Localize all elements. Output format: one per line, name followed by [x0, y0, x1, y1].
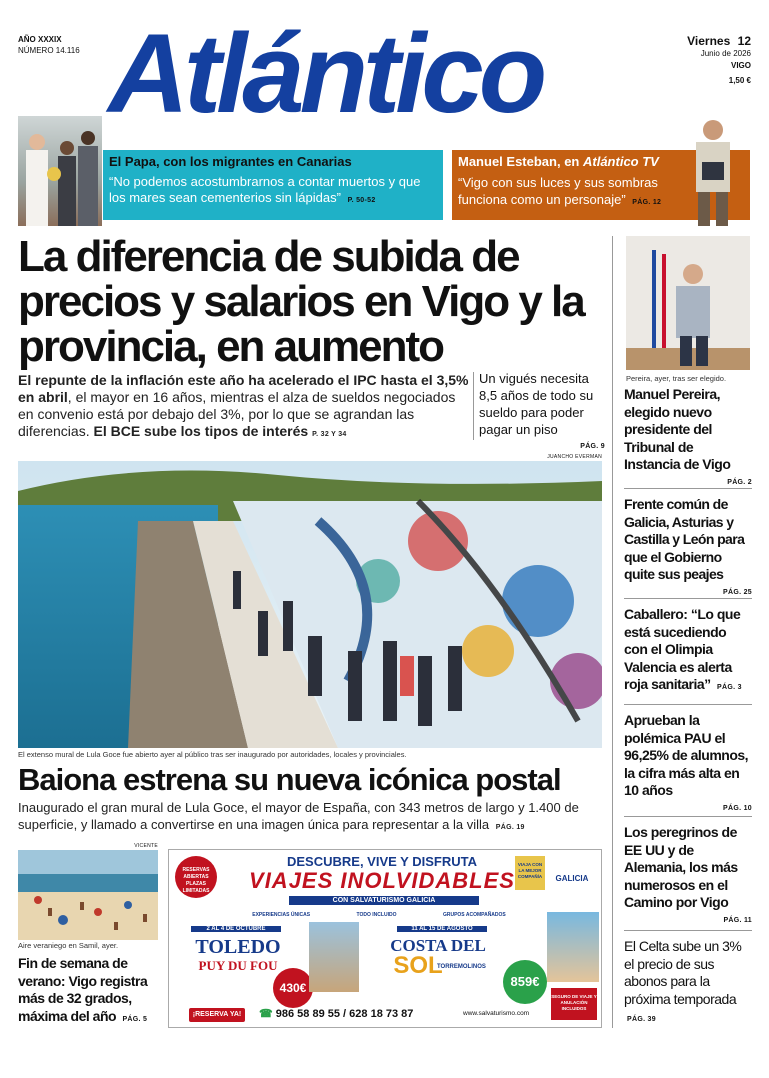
- lead-side-divider: [473, 372, 474, 440]
- pereira-photo-illustration: [626, 236, 750, 370]
- ad-feature-1: EXPERIENCIAS ÚNICAS: [252, 912, 311, 918]
- teaser-tv-channel: Atlántico TV: [583, 154, 659, 169]
- main-photo-credit: JUANCHO EVERMAN: [547, 454, 602, 460]
- ad-trip1-sub: PUY DU FOU: [198, 958, 278, 973]
- sidebar-photo[interactable]: [626, 236, 750, 370]
- month-year-label: Junio de 2026: [700, 49, 751, 58]
- second-deck-page: PÁG. 19: [495, 824, 525, 831]
- ad-phone: 986 58 89 55 / 628 18 73 87: [275, 1008, 414, 1020]
- beach-photo[interactable]: [18, 850, 158, 940]
- travel-ad[interactable]: [168, 849, 602, 1028]
- masthead-meta-left: [18, 34, 80, 56]
- sidebar-item-6-page: PÁG. 39: [627, 1016, 656, 1023]
- teaser-photo-pope[interactable]: [18, 116, 102, 226]
- ad-feature-2: TODO INCLUIDO: [356, 912, 397, 918]
- sidebar-item-5[interactable]: [624, 824, 752, 929]
- phone-icon: ☎: [259, 1008, 273, 1020]
- sidebar-item-2[interactable]: [624, 496, 752, 601]
- ad-trip1-dates: 2 AL 4 DE OCTUBRE: [191, 926, 281, 932]
- ad-insurance-badge: SEGURO DE VIAJE Y ANULACIÓN INCLUIDOS: [551, 988, 597, 1020]
- day-label: Viernes: [687, 34, 731, 48]
- second-headline[interactable]: Baiona estrena su nueva icónica postal: [18, 762, 561, 797]
- beach-caption: Aire veraniego en Samil, ayer.: [18, 941, 119, 950]
- teaser-pope-quote: “No podemos acostumbrarnos a contar muertos y que los mares sean cementerios sin lápidas”: [109, 174, 421, 205]
- teaser-tv-quote: “Vigo con sus luces y sus sombras funciona como un personaje”: [458, 175, 658, 207]
- sidebar-item-4-text: Aprueban la polémica PAU el 96,25% de alumnos, la cifra más alta en 10 años: [624, 712, 749, 798]
- ad-features: [229, 912, 529, 918]
- main-photo[interactable]: [18, 461, 602, 748]
- ad-top-line: DESCUBRE, VIVE Y DISFRUTA: [287, 854, 477, 869]
- teaser-photo-esteban[interactable]: [682, 112, 744, 226]
- lead-side-text: Un vigués necesita 8,5 años de todo su sueldo para poder pagar un piso: [479, 371, 594, 437]
- main-photo-caption: El extenso mural de Lula Goce fue abierto ayer al público tras ser inaugurado por autoridades, locales y provinciales.: [18, 750, 407, 759]
- sidebar-item-4[interactable]: [624, 712, 752, 817]
- sidebar-divider: [612, 236, 613, 1028]
- ad-trip1-photo: [309, 922, 359, 992]
- baiona-mural-illustration: [18, 461, 602, 748]
- lead-deck-bce: El BCE sube los tipos de interés: [93, 423, 309, 439]
- esteban-photo-illustration: [682, 112, 744, 226]
- teaser-pope[interactable]: [103, 150, 443, 220]
- lead-side-story[interactable]: [479, 370, 605, 455]
- ad-phone-row: [259, 1007, 459, 1020]
- masthead-meta-right: [687, 34, 751, 87]
- ad-trip1-price: 430€: [273, 968, 313, 1008]
- beach-story[interactable]: [18, 955, 162, 1028]
- ad-feature-3: GRUPOS ACOMPAÑADOS: [442, 912, 506, 918]
- teaser-tv-title: Manuel Esteban, en: [458, 154, 580, 169]
- ad-trip2-dates: 11 AL 15 DE AGOSTO: [397, 926, 487, 932]
- lead-deck-text: , el mayor en 16 años, mientras el alza de sueldos negociados en convenio está por debajo del 3%, por lo que se agrandan las diferencias.: [18, 389, 456, 439]
- pope-photo-illustration: [18, 116, 102, 226]
- sidebar-rule-3: [624, 704, 752, 705]
- ad-web[interactable]: www.salvaturismo.com: [463, 1010, 530, 1017]
- sidebar-rule-4: [624, 816, 752, 817]
- sidebar-item-6-text: El Celta sube un 3% el precio de sus abonos para la próxima temporada: [624, 938, 742, 1007]
- city-label: VIGO: [730, 61, 751, 70]
- ad-badge-right: VIAJA CON LA MEJOR COMPAÑÍA: [515, 856, 545, 890]
- sidebar-item-4-page: PÁG. 10: [723, 804, 752, 812]
- sidebar-item-5-page: PÁG. 11: [723, 916, 752, 924]
- second-deck-text: Inaugurado el gran mural de Lula Goce, el mayor de España, con 343 metros de largo y 1.400 de superficie, y llamado a convertirse en una imagen única para representar a la villa: [18, 800, 579, 832]
- day-number: 12: [737, 34, 751, 48]
- sidebar-item-3[interactable]: [624, 606, 752, 697]
- ad-trip2-name: COSTA DEL: [390, 936, 486, 955]
- beach-headline: Fin de semana de verano: Vigo registra más de 32 grados, máxima del año: [18, 955, 148, 1024]
- ad-trip2-place: TORREMOLINOS: [437, 964, 486, 970]
- sidebar-item-1-text: Manuel Pereira, elegido nuevo presidente del Tribunal de Instancia de Vigo: [624, 386, 731, 472]
- teaser-pope-title: El Papa, con los migrantes en Canarias: [109, 154, 352, 169]
- sidebar-item-2-text: Frente común de Galicia, Asturias y Castilla y León para que el Gobierno quite sus peajes: [624, 496, 745, 582]
- ad-title: VIAJES INOLVIDABLES: [249, 868, 515, 893]
- lead-side-page: PÁG. 9: [580, 443, 605, 450]
- sidebar-rule-2: [624, 598, 752, 599]
- beach-photo-credit: VICENTE: [134, 843, 158, 849]
- sidebar-rule-1: [624, 488, 752, 489]
- sidebar-item-1-page: PÁG. 2: [727, 478, 752, 486]
- beach-page: PÁG. 5: [122, 1015, 148, 1023]
- sidebar-item-2-page: PÁG. 25: [723, 588, 752, 596]
- ad-trip1-name: TOLEDO: [195, 936, 281, 958]
- sidebar-item-6[interactable]: [624, 938, 752, 1029]
- lead-deck-bold: El repunte de la inflación este año ha acelerado el IPC hasta el 3,5% en abril: [18, 372, 469, 405]
- teaser-pope-page: P. 50-52: [347, 197, 376, 204]
- ad-brand-logo: GALICIA: [555, 874, 589, 883]
- sidebar-item-3-text: Caballero: “Lo que está sucediendo con el Olimpia Valencia es alerta roja sanitaria”: [624, 606, 741, 692]
- sidebar-item-3-page: PÁG. 3: [717, 684, 742, 691]
- ad-trip2-photo: [547, 912, 599, 982]
- sidebar-item-1[interactable]: [624, 386, 752, 491]
- issue-label: NÚMERO 14.116: [18, 46, 80, 55]
- sidebar-photo-caption: Pereira, ayer, tras ser elegido.: [626, 374, 727, 383]
- ad-trip2-sub: SOL: [393, 952, 443, 979]
- masthead-logo[interactable]: Atlántico: [108, 11, 543, 136]
- second-deck: [18, 799, 612, 836]
- ad-cta-button[interactable]: ¡RESERVA YA!: [189, 1008, 245, 1022]
- ad-badge-left: RESERVAS ABIERTAS PLAZAS LIMITADAS: [175, 856, 217, 898]
- sidebar-item-5-text: Los peregrinos de EE UU y de Alemania, los más numerosos en el Camino por Vigo: [624, 824, 738, 910]
- sidebar-rule-5: [624, 930, 752, 931]
- lead-headline[interactable]: La diferencia de subida de precios y salarios en Vigo y la provincia, en aumento: [18, 232, 584, 371]
- lead-deck: [18, 372, 472, 443]
- ad-trip2-price: 859€: [503, 960, 547, 1004]
- beach-photo-illustration: [18, 850, 158, 940]
- price-label: 1,50 €: [728, 76, 751, 85]
- year-label: AÑO XXXIX: [18, 35, 62, 44]
- lead-deck-page: P. 32 Y 34: [312, 431, 347, 438]
- ad-subtitle: CON SALVATURISMO GALICIA: [289, 896, 479, 905]
- teaser-tv-page: PÁG. 12: [632, 199, 662, 206]
